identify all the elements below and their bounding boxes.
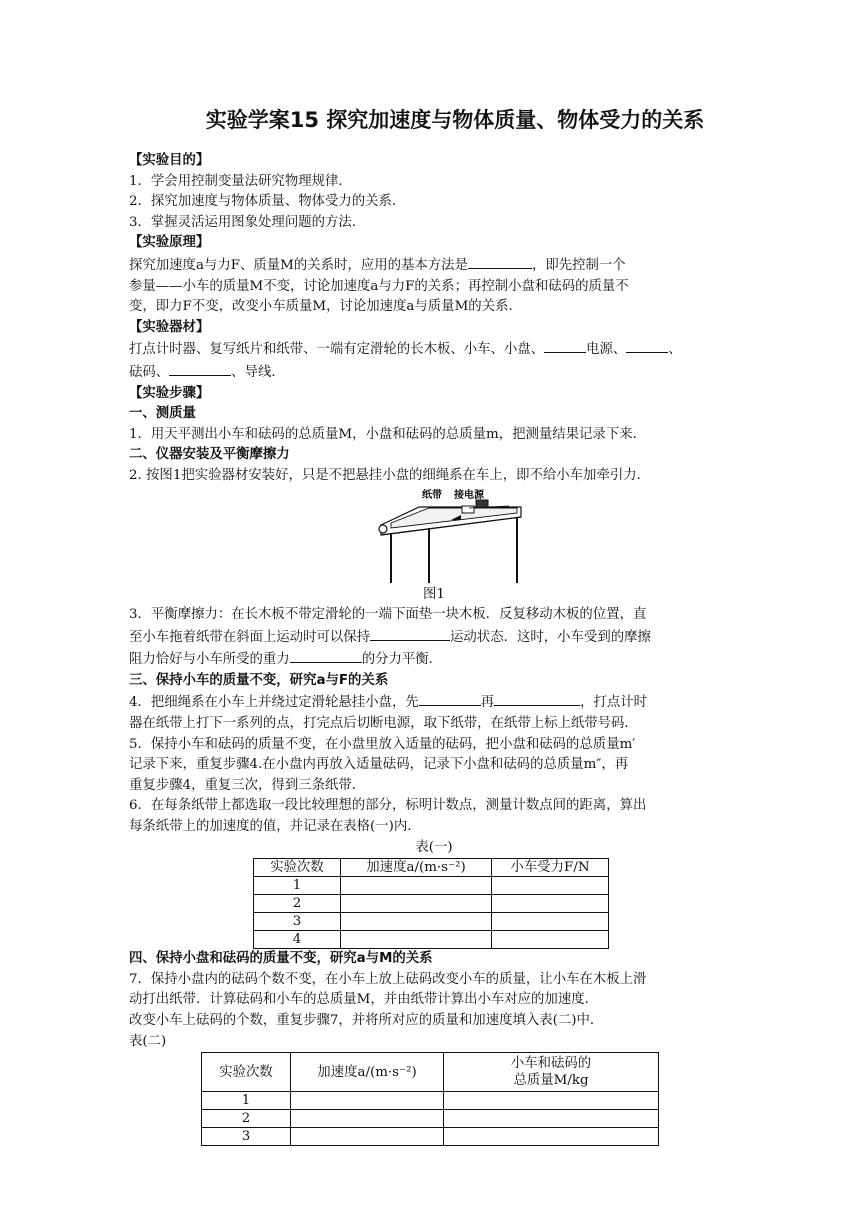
figure-label-tape: 纸带 bbox=[422, 489, 442, 501]
table-cell: 4 bbox=[254, 931, 341, 949]
step-line bbox=[129, 648, 739, 671]
table-row bbox=[202, 1092, 659, 1110]
figure-caption: 图1 bbox=[423, 586, 445, 602]
part-heading: 四、保持小盘和砝码的质量不变，研究a与M的关系 bbox=[129, 951, 433, 967]
table-header: 加速度a/(m·s⁻²) bbox=[291, 1053, 444, 1092]
equipment-text: 电源、 bbox=[586, 342, 627, 358]
step-text: 再 bbox=[480, 695, 495, 711]
step-line: 6．在每条纸带上都选取一段比较理想的部分，标明计数点，测量计数点间的距离，算出 bbox=[129, 798, 647, 814]
step-line: 5．保持小车和砝码的质量不变，在小盘里放入适量的砝码，把小盘和砝码的总质量m′ bbox=[129, 736, 636, 752]
table-row bbox=[254, 877, 609, 895]
fill-blank[interactable] bbox=[544, 338, 586, 353]
step-line bbox=[129, 626, 739, 649]
principle-text: 探究加速度a与力F、质量M的关系时，应用的基本方法是 bbox=[129, 257, 468, 273]
step-line: 每条纸带上的加速度的值，并记录在表格(一)内． bbox=[129, 819, 421, 835]
principle-line bbox=[129, 254, 739, 277]
step-text: ，打点计时 bbox=[580, 695, 648, 711]
fill-blank[interactable] bbox=[370, 626, 450, 641]
step-line: 改变小车上砝码的个数，重复步骤7，并将所对应的质量和加速度填入表(二)中． bbox=[129, 1013, 604, 1028]
principle-line: 参量——小车的质量M不变，讨论加速度a与力F的关系；再控制小盘和砝码的质量不 bbox=[129, 278, 629, 294]
step-line: 记录下来，重复步骤4.在小盘内再放入适量砝码，记录下小盘和砝码的总质量m″，再 bbox=[129, 757, 629, 773]
purpose-item: 1．学会用控制变量法研究物理规律． bbox=[129, 173, 352, 189]
step-text: 4．把细绳系在小车上并绕过定滑轮悬挂小盘，先 bbox=[129, 695, 419, 711]
table-cell[interactable] bbox=[444, 1092, 659, 1110]
apparatus-diagram bbox=[129, 487, 739, 585]
table-row bbox=[202, 1128, 659, 1146]
step-line: 7．保持小盘内的砝码个数不变，在小车上放上砝码改变小车的质量，让小车在木板上滑 bbox=[129, 971, 647, 987]
table-row bbox=[254, 931, 609, 949]
document-body bbox=[129, 151, 739, 1146]
table-cell: 2 bbox=[254, 895, 341, 913]
steps-heading: 【实验步骤】 bbox=[129, 385, 210, 401]
table-cell[interactable] bbox=[341, 931, 492, 949]
table-cell[interactable] bbox=[291, 1128, 444, 1146]
header-line: 总质量M/kg bbox=[513, 1073, 589, 1089]
step-line: 器在纸带上打下一系列的点，打完点后切断电源，取下纸带，在纸带上标上纸带号码． bbox=[129, 716, 638, 732]
purpose-heading: 【实验目的】 bbox=[129, 153, 210, 168]
fill-blank[interactable] bbox=[419, 691, 481, 706]
principle-text: ，即先控制一个 bbox=[531, 257, 626, 273]
table-cell[interactable] bbox=[341, 895, 492, 913]
equipment-text: 、导线． bbox=[231, 364, 285, 380]
fill-blank[interactable] bbox=[626, 338, 668, 353]
step-line: 1．用天平测出小车和砝码的总质量M，小盘和砝码的总质量m，把测量结果记录下来． bbox=[129, 426, 646, 442]
table2-caption: 表(二) bbox=[129, 1033, 167, 1049]
table-cell: 3 bbox=[254, 913, 341, 931]
figure-1 bbox=[129, 487, 739, 585]
fill-blank[interactable] bbox=[169, 361, 231, 376]
table-1 bbox=[253, 858, 609, 949]
page-title: 实验学案15 探究加速度与物体质量、物体受力的关系 bbox=[205, 108, 705, 132]
table-cell[interactable] bbox=[444, 1110, 659, 1128]
table-cell[interactable] bbox=[492, 877, 609, 895]
table-cell: 1 bbox=[254, 877, 341, 895]
table-header bbox=[444, 1053, 659, 1092]
table-cell[interactable] bbox=[492, 895, 609, 913]
table-row bbox=[254, 913, 609, 931]
principle-heading: 【实验原理】 bbox=[129, 235, 210, 251]
part-heading: 一、测质量 bbox=[129, 406, 196, 422]
fill-blank[interactable] bbox=[468, 254, 532, 269]
fill-blank[interactable] bbox=[494, 691, 580, 706]
table-2 bbox=[201, 1052, 659, 1146]
table-cell[interactable] bbox=[444, 1128, 659, 1146]
table-header: 小车受力F/N bbox=[492, 859, 609, 877]
table1-caption: 表(一) bbox=[415, 839, 453, 855]
purpose-item: 2．探究加速度与物体质量、物体受力的关系． bbox=[129, 194, 406, 210]
step-text: 阻力恰好与小车所受的重力 bbox=[129, 652, 290, 668]
table-cell[interactable] bbox=[492, 931, 609, 949]
table-header: 加速度a/(m·s⁻²) bbox=[341, 859, 492, 877]
fill-blank[interactable] bbox=[290, 648, 362, 663]
step-line: 动打出纸带．计算砝码和小车的总质量M，并由纸带计算出小车对应的加速度． bbox=[129, 992, 598, 1008]
equipment-heading: 【实验器材】 bbox=[129, 319, 210, 335]
step-line: 2. 按图1把实验器材安装好，只是不把悬挂小盘的细绳系在车上，即不给小车加牵引力． bbox=[129, 467, 651, 483]
table-cell: 1 bbox=[202, 1092, 291, 1110]
step-line: 3．平衡摩擦力：在长木板不带定滑轮的一端下面垫一块木板．反复移动木板的位置，直 bbox=[129, 607, 647, 623]
header-line: 小车和砝码的 bbox=[510, 1056, 592, 1072]
part-heading: 二、仪器安装及平衡摩擦力 bbox=[129, 447, 290, 463]
equipment-line bbox=[129, 361, 739, 384]
purpose-item: 3．掌握灵活运用图象处理问题的方法． bbox=[129, 214, 366, 230]
table-cell: 3 bbox=[202, 1128, 291, 1146]
table-cell[interactable] bbox=[291, 1110, 444, 1128]
table-cell: 2 bbox=[202, 1110, 291, 1128]
principle-line: 变，即力F不变，改变小车质量M，讨论加速度a与质量M的关系． bbox=[129, 299, 522, 315]
table-row bbox=[254, 895, 609, 913]
table-cell[interactable] bbox=[291, 1092, 444, 1110]
step-line: 重复步骤4，重复三次，得到三条纸带． bbox=[129, 777, 366, 793]
equipment-line bbox=[129, 338, 739, 361]
table-header: 实验次数 bbox=[254, 859, 341, 877]
equipment-text: 、 bbox=[668, 342, 682, 358]
equipment-text: 打点计时器、复写纸片和纸带、一端有定滑轮的长木板、小车、小盘、 bbox=[129, 342, 545, 358]
part-heading: 三、保持小车的质量不变，研究a与F的关系 bbox=[129, 672, 389, 688]
table-header-row bbox=[254, 859, 609, 877]
table-header-row bbox=[202, 1053, 659, 1092]
step-text: 至小车拖着纸带在斜面上运动时可以保持 bbox=[129, 629, 371, 645]
step-text: 的分力平衡． bbox=[361, 652, 443, 668]
figure-label-power: 接电源 bbox=[454, 489, 484, 501]
step-text: 运动状态．这时，小车受到的摩擦 bbox=[450, 629, 651, 645]
table-header: 实验次数 bbox=[202, 1053, 291, 1092]
equipment-text: 砝码、 bbox=[129, 364, 170, 380]
table-cell[interactable] bbox=[492, 913, 609, 931]
step-line bbox=[129, 691, 739, 714]
table-cell[interactable] bbox=[341, 877, 492, 895]
table-row bbox=[202, 1110, 659, 1128]
table-cell[interactable] bbox=[341, 913, 492, 931]
